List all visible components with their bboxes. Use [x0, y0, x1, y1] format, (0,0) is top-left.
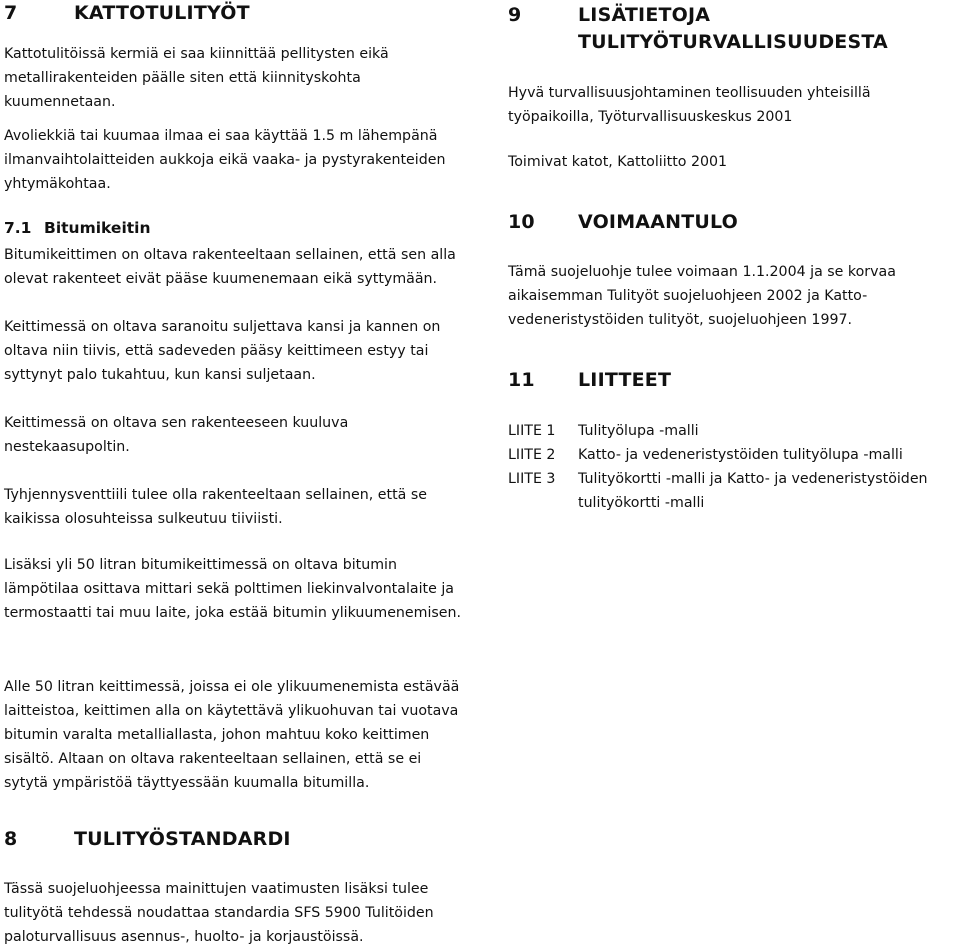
section-title: KATTOTULITYÖT [74, 2, 250, 24]
section-number: 7 [4, 2, 18, 24]
section-number: 10 [508, 211, 535, 233]
paragraph: Toimivat katot, Kattoliitto 2001 [508, 154, 728, 170]
annex-label: LIITE 3 [508, 471, 556, 487]
paragraph: Keittimessä on oltava sen rakenteeseen kuuluva nestekaasupoltin. [4, 415, 349, 455]
paragraph: Lisäksi yli 50 litran bitumikeittimessä on oltava bitumin lämpötilaa osittava mittari sekä polttimen liekinvalvontalaite ja termostaatti tai muu laite, joka estää bitumin ylikuumenemisen. [4, 557, 462, 621]
annex-item [508, 467, 956, 515]
section-title: TULITYÖSTANDARDI [74, 828, 291, 850]
paragraph: Bitumikeittimen on oltava rakenteeltaan sellainen, että sen alla olevat rakenteet eivät pääse kuumenemaan eikä syttymään. [4, 247, 456, 287]
section-title: LIITTEET [578, 369, 672, 391]
section-number: 11 [508, 369, 535, 391]
annex-text: Tulityökortti -malli ja Katto- ja vedeneristystöiden tulityökortti -malli [578, 471, 928, 511]
paragraph: Avoliekkiä tai kuumaa ilmaa ei saa käyttää 1.5 m lähempänä ilmanvaihtolaitteiden aukkoja eikä vaaka- ja pystyrakenteiden yhtymäkohtaa. [4, 128, 446, 192]
annex-text: Katto- ja vedeneristystöiden tulityölupa -malli [578, 447, 903, 463]
section-8-heading [4, 828, 462, 850]
section-title: VOIMAANTULO [578, 211, 738, 233]
annex-label: LIITE 2 [508, 447, 556, 463]
annex-label: LIITE 1 [508, 423, 556, 439]
paragraph: Alle 50 litran keittimessä, joissa ei ole ylikuumenemista estävää laitteistoa, keittimen alla on käytettävä ylikuohuvan tai vuotava bitumin varalta metalliallasta, johon mahtuu koko keittimen sisältö. Altaan on oltava rakenteeltaan sellainen, että se ei sytytä ympäristöä täyttyessään kuumalla bitumilla. [4, 679, 460, 791]
annex-item [508, 419, 956, 443]
section-number: 9 [508, 4, 522, 26]
paragraph: Tämä suojeluohje tulee voimaan 1.1.2004 ja se korvaa aikaisemman Tulityöt suojeluohjeen 2002 ja Katto- vedeneristystöiden tulityöt, suojeluohjeen 1997. [508, 264, 896, 328]
paragraph: Tässä suojeluohjeessa mainittujen vaatimusten lisäksi tulee tulityötä tehdessä noudattaa standardia SFS 5900 Tulitöiden paloturvallisuus asennus-, huolto- ja korjaustöissä. [4, 881, 434, 945]
paragraph: Tyhjennysventtiili tulee olla rakenteeltaan sellainen, että se kaikissa olosuhteissa sulkeutuu tiiviisti. [4, 487, 427, 527]
subsection-title: Bitumikeitin [44, 219, 151, 237]
section-10-heading [508, 211, 956, 233]
paragraph: Kattotulitöissä kermiä ei saa kiinnittää pellitysten eikä metallirakenteiden päälle siten että kiinnityskohta kuumennetaan. [4, 46, 389, 110]
annex-list [508, 419, 956, 515]
section-11-heading [508, 369, 956, 391]
paragraph: Keittimessä on oltava saranoitu suljettava kansi ja kannen on oltava niin tiivis, että sadeveden pääsy keittimeen estyy tai syttynyt palo tukahtuu, kun kansi suljetaan. [4, 319, 441, 383]
subsection-7-1-heading [4, 219, 462, 237]
paragraph: Hyvä turvallisuusjohtaminen teollisuuden yhteisillä työpaikoilla, Työturvallisuuskeskus 2001 [508, 85, 871, 125]
annex-item [508, 443, 956, 467]
section-7-heading [4, 2, 462, 24]
section-9-heading [508, 2, 956, 56]
section-number: 8 [4, 828, 18, 850]
section-title: LISÄTIETOJA TULITYÖTURVALLISUUDESTA [578, 4, 888, 53]
annex-text: Tulityölupa -malli [578, 423, 699, 439]
subsection-number: 7.1 [4, 219, 32, 237]
